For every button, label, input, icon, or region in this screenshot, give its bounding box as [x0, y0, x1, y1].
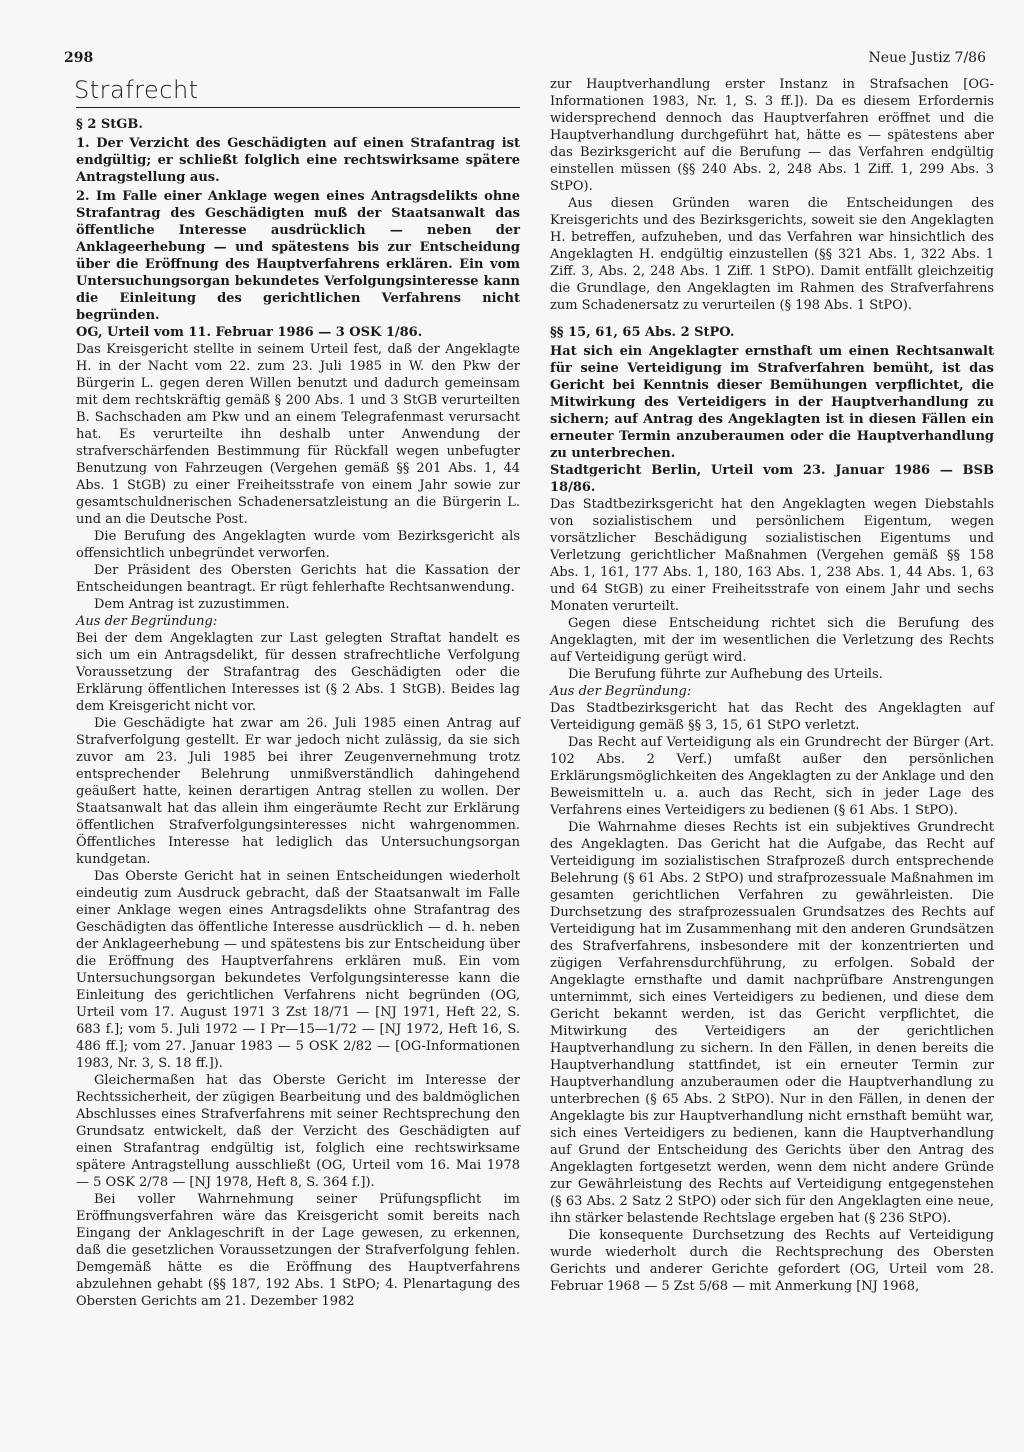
journal-issue: Neue Justiz 7/86 [868, 50, 986, 66]
paragraph: Das Stadtbezirksgericht hat das Recht des Angeklagten auf Verteidigung gemäß §§ 3, 15, 61 StPO verletzt. [550, 701, 994, 733]
paragraph: Die Berufung des Angeklagten wurde vom Bezirksgericht als offensichtlich unbegründet verworfen. [76, 529, 520, 561]
paragraph: Der Präsident des Obersten Gerichts hat die Kassation der Entscheidungen beantragt. Er rügt fehlerhafte Rechtsanwendung. [76, 563, 520, 595]
decision-citation: OG, Urteil vom 11. Februar 1986 — 3 OSK 1/86. [76, 325, 423, 340]
paragraph: Dem Antrag ist zuzustimmen. [94, 597, 290, 612]
headnote-2: 2. Im Falle einer Anklage wegen eines Antragsdelikts ohne Strafantrag des Geschädigten muß der Staatsanwalt das öffentliche Interesse ausdrücklich — neben der Anklageerhebung — und spätestens bis zur Entscheidung über die Eröffnung des Hauptverfahrens erklären. Ein vom Untersuchungsorgan bekundetes Verfolgungsinteresse kann die Einleitung des gerichtlichen Verfahrens nicht begründen. [76, 189, 520, 323]
headnote-norm: §§ 15, 61, 65 Abs. 2 StPO. [550, 325, 735, 340]
paragraph: Das Kreisgericht stellte in seinem Urteil fest, daß der Angeklagte H. in der Nacht vom 22. zum 23. Juli 1985 in W. den Pkw der Bürgerin L. gegen deren Willen benutzt und dadurch gemeinsam mit dem rechtskräftig gemäß § 200 Abs. 1 und 3 StGB verurteilten B. Sachschaden am Pkw und an einem Telegrafenmast verursacht hat. Es verurteilte ihn deshalb unter Anwendung der strafverschärfenden Bestimmung für Rückfall wegen unbefugter Benutzung von Fahrzeugen (Vergehen gemäß §§ 201 Abs. 1, 44 Abs. 1 StGB) zu einer Freiheitsstrafe von einem Jahr sowie zur gesamtschuldnerischen Schadenersatzleistung an die Bürgerin L. und an die Deutsche Post. [76, 342, 520, 527]
reasoning-heading: Aus der Begründung: [550, 684, 692, 699]
paragraph: zur Hauptverhandlung erster Instanz in Strafsachen [OG-Informationen 1983, Nr. 1, S. 3 ff.]). Da es diesem Erfordernis widersprechend dennoch das Hauptverfahren eröffnet und die Hauptverhandlung durchgeführt hat, hätte es — spätestens aber das Bezirksgericht auf die Berufung — das Verfahren endgültig einstellen müssen (§§ 240 Abs. 2, 248 Abs. 1 Ziff. 1, 299 Abs. 3 StPO). [550, 77, 994, 194]
right-column [550, 76, 994, 1295]
paragraph: Das Oberste Gericht hat in seinen Entscheidungen wiederholt eindeutig zum Ausdruck gebracht, daß der Staatsanwalt im Falle einer Anklage wegen eines Antragsdelikts ohne Strafantrag des Geschädigten das öffentliche Interesse ausdrücklich — d. h. neben der Anklageerhebung — und spätestens bis zur Entscheidung über die Eröffnung des Hauptverfahrens erklären muß. Ein vom Untersuchungsorgan bekundetes Verfolgungsinteresse kann die Einleitung des gerichtlichen Verfahrens nicht begründen (OG, Urteil vom 17. August 1971 3 Zst 18/71 — [NJ 1971, Heft 22, S. 683 f.]; vom 5. Juli 1972 — I Pr—15—1/72 — [NJ 1972, Heft 16, S. 486 ff.]; vom 27. Januar 1983 — 5 OSK 2/82 — [OG-Informationen 1983, Nr. 3, S. 18 ff.]). [76, 869, 520, 1071]
paragraph: Bei der dem Angeklagten zur Last gelegten Straftat handelt es sich um ein Antragsdelikt, für dessen strafrechtliche Verfolgung Voraussetzung der Strafantrag des Geschädigten oder die Erklärung öffentlichen Interesses ist (§ 2 Abs. 1 StGB). Beides lag dem Kreisgericht nicht vor. [76, 631, 520, 714]
decision-citation: Stadtgericht Berlin, Urteil vom 23. Januar 1986 — BSB 18/86. [550, 463, 994, 495]
paragraph: Die Geschädigte hat zwar am 26. Juli 1985 einen Antrag auf Strafverfolgung gestellt. Er war jedoch nicht zulässig, da sie sich zuvor am 23. Juli 1985 bei ihrer Zeugenvernehmung trotz entsprechender Belehrung unmißverständlich dahingehend geäußert hatte, keinen derartigen Antrag stellen zu wollen. Der Staatsanwalt hat das allein ihm eingeräumte Recht zur Erklärung öffentlichen Strafverfolgungsinteresses nicht wahrgenommen. Öffentliches Interesse hat lediglich das Untersuchungsorgan kundgetan. [76, 716, 520, 867]
page-header [64, 50, 986, 72]
headnote-norm: § 2 StGB. [76, 117, 143, 132]
paragraph: Die konsequente Durchsetzung des Rechts auf Verteidigung wurde wiederholt durch die Rechtsprechung des Obersten Gerichts und anderer Gerichte gefordert (OG, Urteil vom 28. Februar 1968 — 5 Zst 5/68 — mit Anmerkung [NJ 1968, [550, 1228, 994, 1294]
paragraph: Das Stadtbezirksgericht hat den Angeklagten wegen Diebstahls von sozialistischem und persönlichem Eigentum, wegen vorsätzlicher Beschädigung sozialistischen Eigentums und Verletzung gerichtlicher Maßnahmen (Vergehen gemäß §§ 158 Abs. 1, 161, 177 Abs. 1, 180, 163 Abs. 1, 238 Abs. 1, 44 Abs. 1, 63 und 64 StGB) zu einer Freiheitsstrafe von einem Jahr und sechs Monaten verurteilt. [550, 497, 994, 614]
paragraph: Bei voller Wahrnehmung seiner Prüfungspflicht im Eröffnungsverfahren wäre das Kreisgericht somit bereits nach Eingang der Anklageschrift in der Lage gewesen, zu erkennen, daß die gesetzlichen Voraussetzungen der Strafverfolgung fehlen. Demgemäß hätte es die Eröffnung des Hauptverfahrens abzulehnen gehabt (§§ 187, 192 Abs. 1 StPO; 4. Plenartagung des Obersten Gerichts am 21. Dezember 1982 [76, 1192, 520, 1309]
headnote-1: 1. Der Verzicht des Geschädigten auf einen Strafantrag ist endgültig; er schließt folglich eine rechtswirksame spätere Antragstellung aus. [76, 136, 520, 185]
paragraph: Gleichermaßen hat das Oberste Gericht im Interesse der Rechtssicherheit, der zügigen Bearbeitung und des baldmöglichen Abschlusses eines Strafverfahrens mit seiner Rechtsprechung den Grundsatz entwickelt, daß der Verzicht des Geschädigten auf einen Strafantrag endgültig ist, folglich eine rechtswirksame spätere Antragstellung ausschließt (OG, Urteil vom 16. Mai 1978 — 5 OSK 2/78 — [NJ 1978, Heft 8, S. 364 f.]). [76, 1073, 520, 1190]
paragraph: Die Berufung führte zur Aufhebung des Urteils. [568, 667, 883, 682]
paragraph: Das Recht auf Verteidigung als ein Grundrecht der Bürger (Art. 102 Abs. 2 Verf.) umfaßt außer den persönlichen Erklärungsmöglichkeiten des Angeklagten zu der Anklage und den Beweismitteln u. a. auch das Recht, sich in jeder Lage des Verfahrens eines Verteidigers zu bedienen (§ 61 Abs. 1 StPO). [550, 735, 994, 818]
paragraph: Aus diesen Gründen waren die Entscheidungen des Kreisgerichts und des Bezirksgerichts, soweit sie den Angeklagten H. betreffen, aufzuheben, und das Verfahren war hinsichtlich des Angeklagten H. endgültig einzustellen (§§ 321 Abs. 1, 322 Abs. 1 Ziff. 3, Abs. 2, 248 Abs. 1 Ziff. 1 StPO). Damit entfällt gleichzeitig die Grundlage, den Angeklagten im Rahmen des Strafverfahrens zum Schadenersatz zu verurteilen (§ 198 Abs. 1 StPO). [550, 196, 994, 313]
page-number: 298 [64, 50, 94, 66]
section-rule [76, 107, 520, 108]
paragraph: Die Wahrnahme dieses Rechts ist ein subjektives Grundrecht des Angeklagten. Das Gericht hat die Aufgabe, das Recht auf Verteidigung im sozialistischen Strafprozeß durch entsprechende Belehrung (§ 61 Abs. 2 StPO) und strafprozessuale Maßnahmen im gesamten gerichtlichen Verfahren zu gewährleisten. Die Durchsetzung des strafprozessualen Grundsatzes des Rechts auf Verteidigung hat im Zusammenhang mit den anderen Grundsätzen des Strafverfahrens, insbesondere mit der konzentrierten und zügigen Verfahrensdurchführung, zu erfolgen. Sobald der Angeklagte ernsthafte und damit nachprüfbare Anstrengungen unternimmt, sich eines Verteidigers zu bedienen, und diese dem Gericht bekannt werden, ist das Gericht verpflichtet, die Mitwirkung des Verteidigers an der gerichtlichen Hauptverhandlung zu sichern. In den Fällen, in denen bereits die Hauptverhandlung stattfindet, ist ein erneuter Termin zur Hauptverhandlung anzuberaumen oder die Hauptverhandlung zu unterbrechen (§ 65 Abs. 2 StPO). Nur in den Fällen, in denen der Angeklagte bis zur Hauptverhandlung nicht ernsthaft bemüht war, sich eines Verteidigers zu bedienen, kann die Hauptverhandlung auf Grund der Entscheidung des Gerichts über den Antrag des Angeklagten fortgesetzt werden, wenn dem nicht andere Gründe zur Gewährleistung des Rechts auf Verteidigung entgegenstehen (§ 63 Abs. 2 Satz 2 StPO) oder sich für den Angeklagten eine neue, ihn stärker belastende Rechtslage ergeben hat (§ 236 StPO). [550, 820, 994, 1226]
paragraph: Gegen diese Entscheidung richtet sich die Berufung des Angeklagten, mit der im wesentlichen die Verletzung des Rechts auf Verteidigung gerügt wird. [550, 616, 994, 665]
reasoning-heading: Aus der Begründung: [76, 614, 218, 629]
left-column [76, 76, 520, 1310]
headnote: Hat sich ein Angeklagter ernsthaft um einen Rechtsanwalt für seine Verteidigung im Strafverfahren bemüht, ist das Gericht bei Kenntnis dieser Bemühungen verpflichtet, die Mitwirkung des Verteidigers in der Hauptverhandlung zu sichern; auf Antrag des Angeklagten ist in diesen Fällen ein erneuter Termin anzuberaumen oder die Hauptverhandlung zu unterbrechen. [550, 344, 994, 461]
section-title: Strafrecht [74, 76, 199, 104]
